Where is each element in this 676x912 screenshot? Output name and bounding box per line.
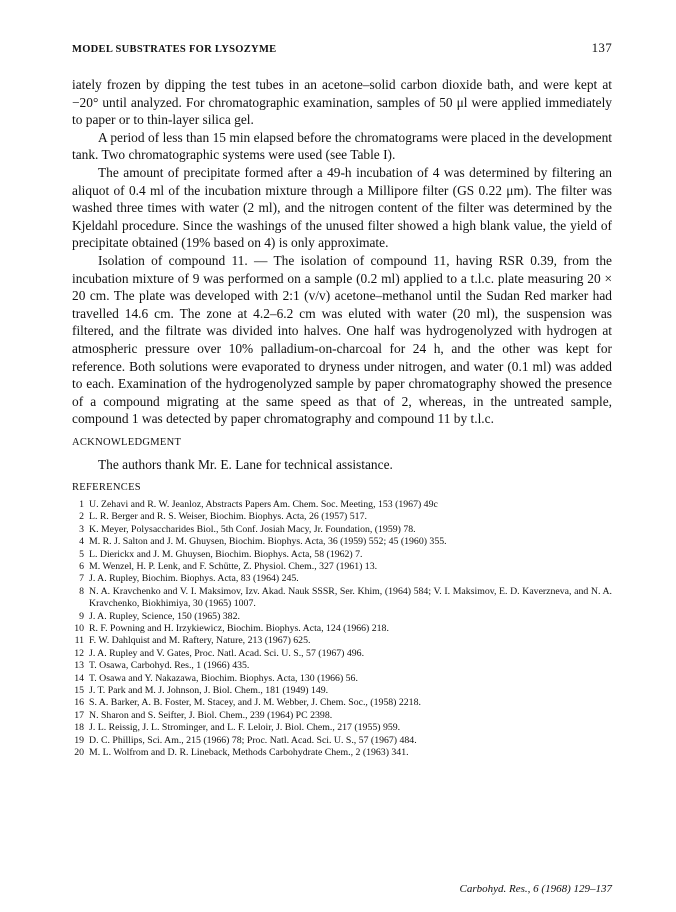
reference-text: T. Osawa, Carbohyd. Res., 1 (1966) 435. xyxy=(89,660,250,672)
reference-number: 11 xyxy=(74,635,84,647)
reference-item xyxy=(72,635,612,647)
reference-item xyxy=(72,722,612,734)
reference-text: M. L. Wolfrom and D. R. Lineback, Methods Carbohydrate Chem., 2 (1963) 341. xyxy=(89,747,409,758)
reference-text: J. L. Reissig, J. L. Strominger, and L. F. Leloir, J. Biol. Chem., 217 (1955) 959. xyxy=(89,722,401,734)
reference-text: M. R. J. Salton and J. M. Ghuysen, Biochim. Biophys. Acta, 36 (1959) 552; 45 (1960) 355. xyxy=(89,536,447,548)
reference-text: S. A. Barker, A. B. Foster, M. Stacey, and J. M. Webber, J. Chem. Soc., (1958) 2218. xyxy=(89,697,421,709)
reference-item xyxy=(72,611,612,623)
references-heading: REFERENCES xyxy=(72,481,141,493)
reference-number: 1 xyxy=(79,498,84,510)
body-text xyxy=(72,76,612,428)
reference-text: R. F. Powning and H. Irzykiewicz, Biochim. Biophys. Acta, 124 (1966) 218. xyxy=(89,622,389,634)
reference-item xyxy=(72,573,612,585)
reference-item xyxy=(72,735,612,747)
reference-item xyxy=(72,747,612,759)
running-header xyxy=(72,40,612,56)
reference-number: 20 xyxy=(74,747,84,758)
reference-item xyxy=(72,499,612,511)
reference-number: 19 xyxy=(74,734,84,746)
reference-item xyxy=(72,524,612,536)
reference-item xyxy=(72,536,612,548)
reference-item xyxy=(72,549,612,561)
page-number: 137 xyxy=(591,40,612,55)
reference-number: 18 xyxy=(74,722,84,734)
reference-item xyxy=(72,648,612,660)
reference-text: M. Wenzel, H. P. Lenk, and F. Schütte, Z. Physiol. Chem., 327 (1961) 13. xyxy=(89,560,378,572)
page xyxy=(72,40,612,759)
reference-item xyxy=(72,586,612,611)
reference-item xyxy=(72,623,612,635)
reference-number: 14 xyxy=(74,672,84,684)
paragraph: Isolation of compound 11. — The isolation of compound 11, having RSR 0.39, from the incubation mixture of 9 was performed on a sample (0.2 ml) applied to a t.l.c. plate measuring 20 × 20 cm. The plate was developed with 2:1 (v/v) acetone–methanol until the Sudan Red marker had travelled 14.6 cm. The zone at 4.2–6.2 cm was eluted with water (20 ml), the suspension was filtered, and the filtrate was divided into halves. One half was hydrogenolyzed with hydrogen at atmospheric pressure over 10% palladium-on-charcoal for 24 h, and the other was kept for reference. Both solutions were evaporated to dryness under nitrogen, and water (0.1 ml) was added to each. Examination of the hydrogenolyzed sample by paper chromatography showed the presence of a compound migrating at the same speed as that of 2, whereas, in the untreated sample, compound 1 was detected by paper chromatography and compound 11 by t.l.c. xyxy=(72,252,612,427)
reference-text: J. A. Rupley, Biochim. Biophys. Acta, 83 (1964) 245. xyxy=(89,573,299,585)
paragraph: The amount of precipitate formed after a 49-h incubation of 4 was determined by filtering an aliquot of 0.4 ml of the incubation mixture through a Millipore filter (GS 0.22 μm). The filter was washed three times with water (2 ml), and the nitrogen content of the filter was determined by the Kjeldahl procedure. Since the washings of the unused filter showed a high blank value, the yield of precipitate obtained (19% based on 4) is only approximate. xyxy=(72,164,612,251)
reference-item xyxy=(72,660,612,672)
paragraph: A period of less than 15 min elapsed before the chromatograms were placed in the development tank. Two chromatographic systems were used (see Table I). xyxy=(72,129,612,163)
reference-number: 6 xyxy=(79,560,84,572)
reference-text: J. T. Park and M. J. Johnson, J. Biol. Chem., 181 (1949) 149. xyxy=(89,684,329,696)
reference-number: 7 xyxy=(79,573,84,585)
reference-number: 9 xyxy=(79,610,84,622)
reference-number: 12 xyxy=(74,647,84,659)
reference-text: T. Osawa and Y. Nakazawa, Biochim. Biophys. Acta, 130 (1966) 56. xyxy=(89,672,358,684)
reference-text: U. Zehavi and R. W. Jeanloz, Abstracts Papers Am. Chem. Soc. Meeting, 153 (1967) 49c xyxy=(89,498,438,510)
reference-item xyxy=(72,697,612,709)
reference-text: K. Meyer, Polysaccharides Biol., 5th Conf. Josiah Macy, Jr. Foundation, (1959) 78. xyxy=(89,523,416,535)
reference-text: D. C. Phillips, Sci. Am., 215 (1966) 78; Proc. Natl. Acad. Sci. U. S., 57 (1967) 484. xyxy=(89,734,417,746)
reference-number: 15 xyxy=(74,684,84,696)
reference-text: F. W. Dahlquist and M. Raftery, Nature, 213 (1967) 625. xyxy=(89,635,311,647)
reference-text: N. A. Kravchenko and V. I. Maksimov, Izv. Akad. Nauk SSSR, Ser. Khim, (1964) 584; V. I. Maksimov, E. D. Kaverzneva, and N. A. Kravchenko, Biokhimiya, 30 (1965) 1007. xyxy=(89,585,612,610)
running-title: MODEL SUBSTRATES FOR LYSOZYME xyxy=(72,44,277,55)
reference-item xyxy=(72,673,612,685)
reference-number: 3 xyxy=(79,523,84,535)
reference-text: N. Sharon and S. Seifter, J. Biol. Chem., 239 (1964) PC 2398. xyxy=(89,709,333,721)
reference-number: 16 xyxy=(74,697,84,709)
reference-text: L. Dierickx and J. M. Ghuysen, Biochim. Biophys. Acta, 58 (1962) 7. xyxy=(89,548,363,560)
acknowledgment-text: The authors thank Mr. E. Lane for technical assistance. xyxy=(98,456,393,472)
reference-item xyxy=(72,511,612,523)
reference-number: 13 xyxy=(74,660,84,672)
reference-text: L. R. Berger and R. S. Weiser, Biochim. Biophys. Acta, 26 (1957) 517. xyxy=(89,511,367,523)
reference-text: J. A. Rupley, Science, 150 (1965) 382. xyxy=(89,610,240,622)
reference-list xyxy=(72,499,612,760)
acknowledgment-heading: ACKNOWLEDGMENT xyxy=(72,436,182,448)
reference-text: J. A. Rupley and V. Gates, Proc. Natl. Acad. Sci. U. S., 57 (1967) 496. xyxy=(89,647,365,659)
reference-number: 4 xyxy=(79,536,84,548)
journal-citation: Carbohyd. Res., 6 (1968) 129–137 xyxy=(459,883,612,895)
reference-number: 8 xyxy=(79,585,84,597)
reference-item xyxy=(72,710,612,722)
reference-number: 10 xyxy=(74,622,84,634)
reference-number: 5 xyxy=(79,548,84,560)
reference-item xyxy=(72,685,612,697)
paragraph: iately frozen by dipping the test tubes in an acetone–solid carbon dioxide bath, and were kept at −20° until analyzed. For chromatographic examination, samples of 50 μl were applied immediately to paper or to thin-layer silica gel. xyxy=(72,77,612,128)
reference-number: 2 xyxy=(79,511,84,523)
reference-item xyxy=(72,561,612,573)
reference-number: 17 xyxy=(74,709,84,721)
